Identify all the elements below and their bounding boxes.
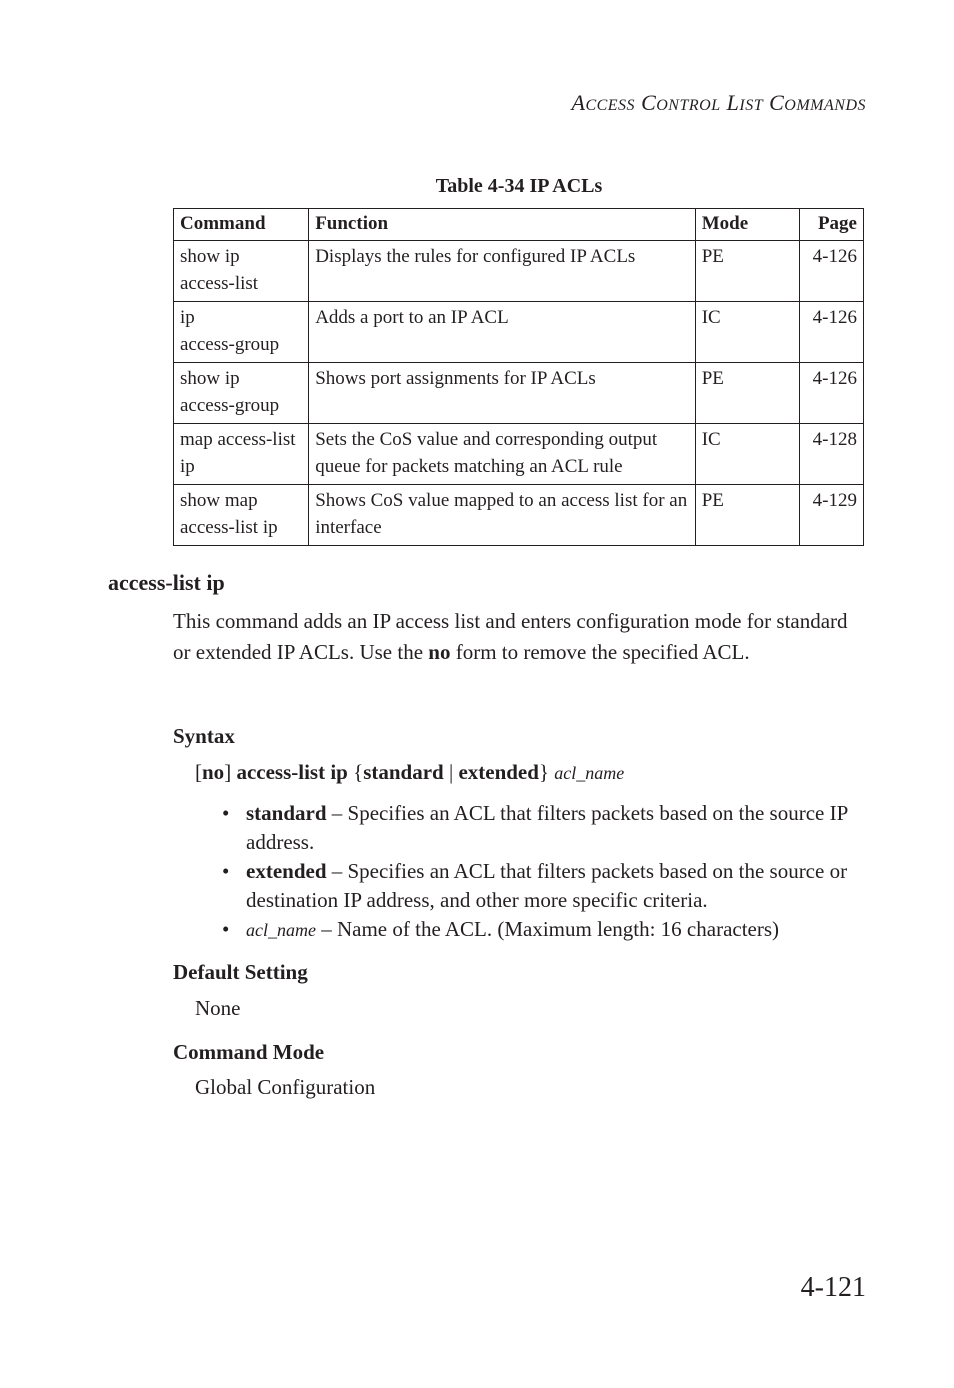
command-line-2: access-group <box>180 395 280 416</box>
syntax-open-bracket: [ <box>195 760 202 784</box>
function-cell: Displays the rules for configured IP ACLs <box>309 241 696 302</box>
column-header-page: Page <box>799 209 863 241</box>
param-desc: – Name of the ACL. (Maximum length: 16 characters) <box>315 917 780 941</box>
command-line-2: access-group <box>180 334 280 355</box>
table-header-row <box>174 209 864 241</box>
intro-text-before: This command adds an IP access list and enters configuration mode for standard or extended IP ACLs. Use the <box>173 609 848 664</box>
command-line-1: show ip <box>180 368 240 389</box>
table-row <box>174 424 864 485</box>
command-line-1: ip <box>180 307 195 328</box>
list-item <box>222 857 872 915</box>
column-header-function: Function <box>309 209 696 241</box>
list-item <box>222 915 872 945</box>
mode-cell: PE <box>695 241 799 302</box>
intro-text-after: form to remove the specified ACL. <box>450 640 750 664</box>
page-cell: 4-129 <box>799 485 863 546</box>
syntax-open-brace: { <box>353 760 364 784</box>
list-item <box>222 799 872 857</box>
command-line-1: map access-list <box>180 429 296 450</box>
header-word-2-rest: ONTROL <box>656 97 721 114</box>
command-cell <box>174 241 309 302</box>
mode-cell: IC <box>695 302 799 363</box>
command-cell <box>174 302 309 363</box>
page-cell: 4-126 <box>799 241 863 302</box>
command-mode-value: Global Configuration <box>195 1075 376 1099</box>
table-caption: Table 4-34 IP ACLs <box>435 175 603 197</box>
function-cell: Shows port assignments for IP ACLs <box>309 363 696 424</box>
header-word-2-cap: C <box>641 90 657 115</box>
table-row <box>174 302 864 363</box>
command-line-2: access-list ip <box>180 517 278 538</box>
command-line-2: access-list <box>180 273 259 294</box>
function-cell: Shows CoS value mapped to an access list for an interface <box>309 485 696 546</box>
intro-paragraph <box>173 606 863 668</box>
command-mode-heading: Command Mode <box>173 1040 325 1064</box>
command-line-1: show map <box>180 490 258 511</box>
section-title: access-list ip <box>108 570 225 595</box>
syntax-param: acl_name <box>554 763 625 783</box>
header-word-1-rest: CCESS <box>585 97 636 114</box>
default-setting-value: None <box>195 996 241 1020</box>
param-term: extended <box>246 859 327 883</box>
command-cell <box>174 363 309 424</box>
page-number: 4-121 <box>800 1272 866 1303</box>
mode-cell: PE <box>695 363 799 424</box>
syntax-close-brace: } <box>538 760 550 784</box>
param-desc: – Specifies an ACL that filters packets based on the source IP address. <box>246 801 848 854</box>
mode-cell: PE <box>695 485 799 546</box>
command-line-2: ip <box>180 456 195 477</box>
column-header-mode: Mode <box>695 209 799 241</box>
default-setting-heading: Default Setting <box>173 960 308 984</box>
function-cell: Sets the CoS value and corresponding output queue for packets matching an ACL rule <box>309 424 696 485</box>
page-cell: 4-128 <box>799 424 863 485</box>
header-word-3-rest: IST <box>739 97 764 114</box>
column-header-command: Command <box>174 209 309 241</box>
syntax-no-keyword: no <box>202 760 225 784</box>
syntax-standard-keyword: standard <box>363 760 444 784</box>
command-line-1: show ip <box>180 246 240 267</box>
page-cell: 4-126 <box>799 302 863 363</box>
page-cell: 4-126 <box>799 363 863 424</box>
syntax-command: access-list ip <box>236 760 348 784</box>
syntax-heading: Syntax <box>173 724 235 748</box>
header-word-4-cap: C <box>769 90 785 115</box>
table-row <box>174 241 864 302</box>
running-header <box>571 90 866 116</box>
parameter-list <box>222 799 872 945</box>
command-cell <box>174 424 309 485</box>
param-term: standard <box>246 801 327 825</box>
function-cell: Adds a port to an IP ACL <box>309 302 696 363</box>
table-row <box>174 363 864 424</box>
table-row <box>174 485 864 546</box>
syntax-pipe: | <box>448 760 454 784</box>
syntax-extended-keyword: extended <box>458 760 539 784</box>
ip-acl-table <box>173 208 864 546</box>
mode-cell: IC <box>695 424 799 485</box>
syntax-close-bracket: ] <box>224 760 232 784</box>
intro-no-keyword: no <box>428 640 451 664</box>
param-term: acl_name <box>246 920 316 940</box>
command-cell <box>174 485 309 546</box>
syntax-line <box>195 760 624 785</box>
header-word-1-cap: A <box>571 90 586 115</box>
header-word-3-cap: L <box>726 90 740 115</box>
param-desc: – Specifies an ACL that filters packets based on the source or destination IP address, and other more specific criteria. <box>246 859 848 912</box>
header-word-4-rest: OMMANDS <box>784 97 866 114</box>
